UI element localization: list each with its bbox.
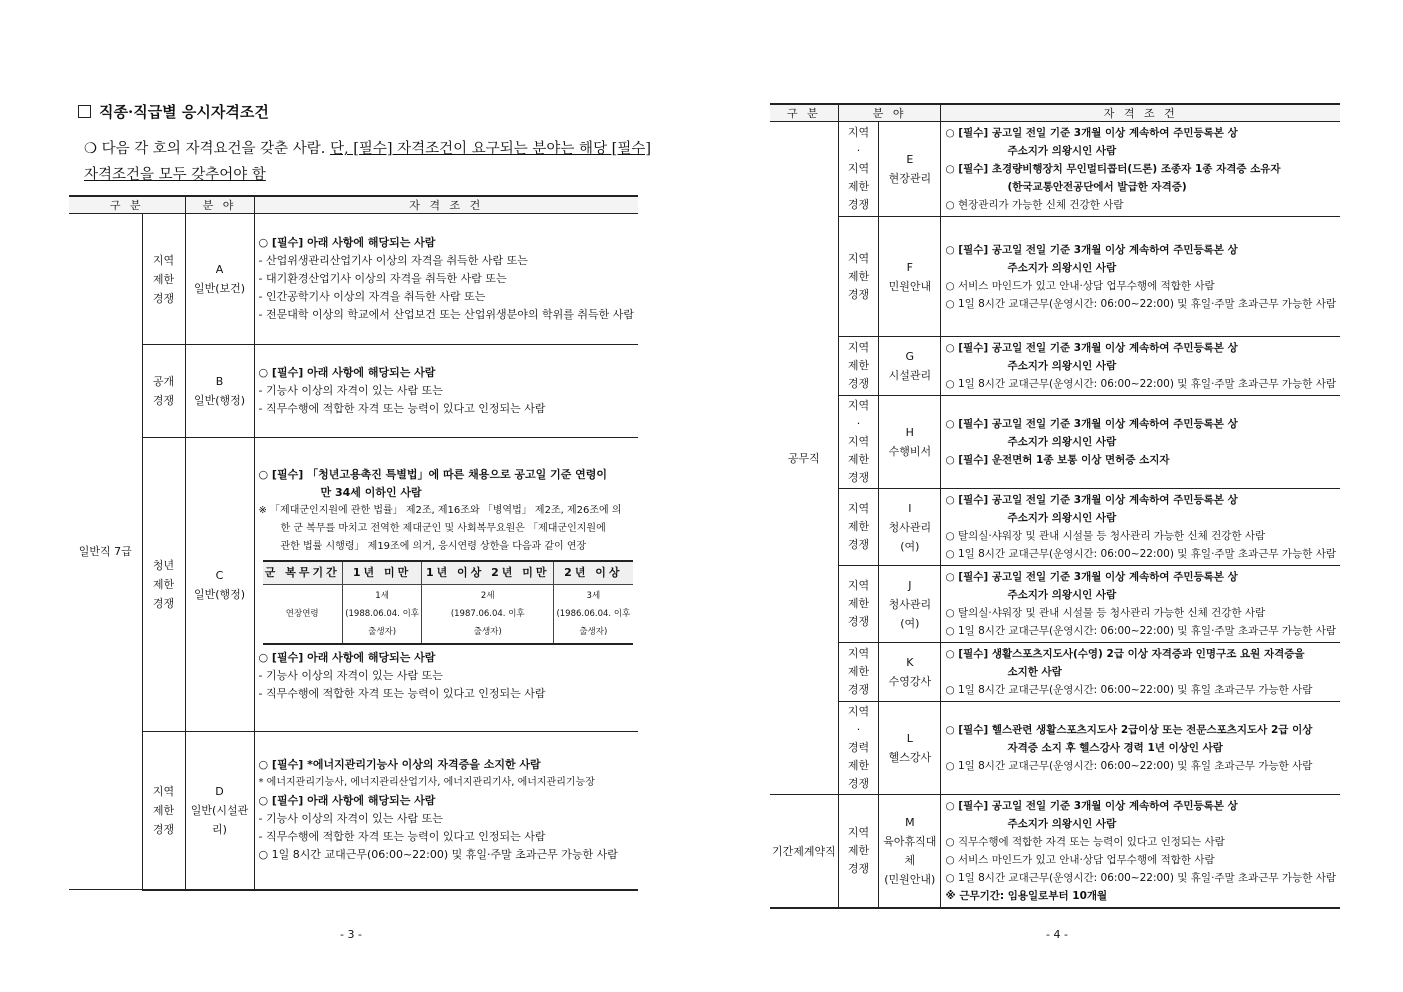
condition-line: ○ 1일 8시간 교대근무(운영시간: 06:00~22:00) 및 휴일·주말 초과근무 가능한 사람 [945,297,1336,310]
table-row [69,214,638,345]
condition-line: 주소지가 의왕시인 사람 [1007,360,1117,372]
section-title: 직종·직급별 응시자격조건 [78,101,269,122]
page-4 [700,0,1403,992]
condition-line: ○ [필수] 헬스관련 생활스포츠지도사 2급이상 또는 전문스포츠지도사 2급 이상 [945,724,1313,736]
field-cell: M 육아휴직대체 (민원안내) [879,795,941,909]
table-row [770,566,1340,643]
condition-cell: ○ [필수] *에너지관리기능사 이상의 자격증을 소지한 사람 * 에너지관리기능사, 에너지관리산업기사, 에너지관리기사, 에너지관리기능장 ○ [필수] 아래 사항에 해당되는 사람 - 기능사 이상의 자격이 있는 사람 또는 - 직무수행에 적합한 자격 또는 능력이 있다고 인정되는 사람 ○ 1일 8시간 교대근무(06:00~22:00) 및 휴일·주말 초과근무 가능한 사람 [254,732,638,890]
type-cell: 지역 제한 경쟁 [838,337,878,396]
table-row [770,217,1340,337]
intro-text: ❍ 다음 각 호의 자격요건을 갖춘 사람. 단, [필수] 자격조건이 요구되는 분야는 해당 [필수] 자격조건을 모두 갖추어야 함 [84,141,652,183]
table-row [770,489,1340,566]
group-cell: 공무직 [770,122,838,795]
condition-line: ○ 1일 8시간 교대근무(운영시간: 06:00~22:00) 및 휴일·주말 초과근무 가능한 사람 [945,378,1336,390]
condition-cell [941,217,1340,337]
condition-cell: ○ [필수] 아래 사항에 해당되는 사람 - 산업위생관리산업기사 이상의 자격을 취득한 사람 또는 - 대기환경산업기사 이상의 자격을 취득한 사람 또는 - 인간공학기사 이상의 자격을 취득한 사람 또는 - 전문대학 이상의 학교에서 산업보건 또는 산업위생분야의 학위를 취득한 사람 [254,214,638,345]
condition-line: 주소지가 의왕시인 사람 [1007,261,1117,274]
condition-line: 주소지가 의왕시인 사람 [1007,436,1117,448]
condition-line: ○ [필수] 공고일 전일 기준 3개월 이상 계속하여 주민등록본 상 [945,494,1238,506]
checkbox-icon [78,105,91,118]
table-row [770,702,1340,795]
condition-line: ○ [필수] 공고일 전일 기준 3개월 이상 계속하여 주민등록본 상 [945,571,1238,583]
type-cell: 지역 제한 경쟁 [838,489,878,566]
type-cell: 지역 제한 경쟁 [142,214,185,345]
condition-line: ○ 1일 8시간 교대근무(운영시간: 06:00~22:00) 및 휴일·주말 초과근무 가능한 사람 [945,872,1336,884]
table-row [69,345,638,438]
condition-cell: ○ [필수] 아래 사항에 해당되는 사람 - 기능사 이상의 자격이 있는 사람 또는 - 직무수행에 적합한 자격 또는 능력이 있다고 인정되는 사람 [254,345,638,438]
condition-cell: ○ [필수] 「청년고용촉진 특별법」에 따른 채용으로 공고일 기준 연령이 만 34세 이하인 사람 ※ 「제대군인지원에 관한 법률」 제2조, 제16조와 「병역법」 제2조, 제26조에 의 한 군 복무를 마치고 전역한 제대군인 및 사회복무요원은 「제대군인지원에 관한 법률 시행령」 제19조에 의거, 응시연령 상한을 다음과 같이 연장 군 복무기간 1년 미만 1년 이상 2년 미만 2년 이상 연장연령 1세 (1988.06.04. 이후 출생자) 2세 (1987.06.04. 이후 출생자) 3세 (1986.06.04. 이후 출생자) ○ [필수] 아래 사항에 해당되는 사람 - 기능사 이상의 자격이 있는 사람 또는 - 직무수행에 적합한 자격 또는 능력이 있다고 인정되는 사람 [254,438,638,732]
condition-line: ○ [필수] 공고일 전일 기준 3개월 이상 계속하여 주민등록본 상 [945,243,1238,256]
condition-line: ○ [필수] 공고일 전일 기준 3개월 이상 계속하여 주민등록본 상 [945,127,1238,139]
field-cell: K 수영강사 [879,643,941,702]
type-cell: 청년 제한 경쟁 [142,438,185,732]
condition-cell [941,337,1340,396]
condition-line: ○ 탈의실·샤워장 및 관내 시설물 등 청사관리 가능한 신체 건강한 사람 [945,530,1266,542]
type-cell: 지역 · 지역 제한 경쟁 [838,396,878,489]
condition-cell [941,643,1340,702]
condition-line: ※ 근무기간: 임용일로부터 10개월 [945,890,1108,902]
condition-line: ○ [필수] 공고일 전일 기준 3개월 이상 계속하여 주민등록본 상 [945,800,1238,812]
type-cell: 지역 제한 경쟁 [142,732,185,890]
field-cell: A 일반(보건) [185,214,254,345]
table-row [770,643,1340,702]
page-3 [0,0,700,992]
table-row [69,438,638,732]
field-cell: J 청사관리(여) [879,566,941,643]
field-cell: B 일반(행정) [185,345,254,438]
field-cell: L 헬스강사 [879,702,941,795]
table-header: 구 분 분 야 자 격 조 건 [69,196,638,214]
qualification-table-p3 [69,195,638,891]
type-cell: 지역 제한 경쟁 [838,795,878,909]
table-row [770,337,1340,396]
condition-line: 주소지가 의왕시인 사람 [1007,589,1117,601]
field-cell: G 시설관리 [879,337,941,396]
condition-line: ○ 1일 8시간 교대근무(운영시간: 06:00~22:00) 및 휴일·주말 초과근무 가능한 사람 [945,625,1336,637]
condition-line: 주소지가 의왕시인 사람 [1007,145,1117,157]
condition-line: ○ 탈의실·샤워장 및 관내 시설물 등 청사관리 가능한 신체 건강한 사람 [945,607,1266,619]
condition-line: 소지한 사람 [1007,666,1062,678]
condition-line: ○ 1일 8시간 교대근무(운영시간: 06:00~22:00) 및 휴일·주말 초과근무 가능한 사람 [945,548,1336,560]
condition-line: 주소지가 의왕시인 사람 [1007,818,1117,830]
page-number: - 3 - [340,928,362,941]
type-cell: 지역 제한 경쟁 [838,217,878,337]
condition-line: ○ 현장관리가 가능한 신체 건강한 사람 [945,199,1124,211]
condition-cell [941,489,1340,566]
table-row [69,732,638,890]
condition-line: ○ [필수] 운전면허 1종 보통 이상 면허증 소지자 [945,454,1170,466]
condition-cell [941,795,1340,909]
condition-line: 자격증 소지 후 헬스강사 경력 1년 이상인 사람 [1007,742,1223,754]
condition-line: ○ 1일 8시간 교대근무(운영시간: 06:00~22:00) 및 휴일 초과근무 가능한 사람 [945,760,1313,772]
condition-line: ○ [필수] 생활스포츠지도사(수영) 2급 이상 자격증과 인명구조 요원 자격증을 [945,648,1305,660]
condition-cell [941,396,1340,489]
condition-line: 주소지가 의왕시인 사람 [1007,512,1117,524]
condition-line: ○ [필수] 공고일 전일 기준 3개월 이상 계속하여 주민등록본 상 [945,418,1238,430]
condition-line: ○ 서비스 마인드가 있고 안내·상담 업무수행에 적합한 사람 [945,279,1215,292]
table-row [770,122,1340,217]
field-cell: D 일반(시설관리) [185,732,254,890]
table-row [770,795,1340,909]
qualification-table-p4 [770,103,1340,909]
page-number: - 4 - [1046,928,1068,941]
condition-line: (한국교통안전공단에서 발급한 자격증) [1007,181,1187,193]
type-cell: 지역 · 지역 제한 경쟁 [838,122,878,217]
field-cell: C 일반(행정) [185,438,254,732]
type-cell: 공개 경쟁 [142,345,185,438]
military-extension-table: 군 복무기간 1년 미만 1년 이상 2년 미만 2년 이상 연장연령 1세 (1988.06.04. 이후 출생자) 2세 (1987.06.04. 이후 출생자) 3세 (1986.06.04. 이후 출생자) [263,560,633,645]
group-cell: 일반직 7급 [69,214,142,890]
table-row [770,396,1340,489]
type-cell: 지역 · 경력 제한 경쟁 [838,702,878,795]
field-cell: E 현장관리 [879,122,941,217]
field-cell: H 수행비서 [879,396,941,489]
condition-line: ○ 직무수행에 적합한 자격 또는 능력이 있다고 인정되는 사람 [945,836,1225,848]
type-cell: 지역 제한 경쟁 [838,566,878,643]
table-header: 구 분 분 야 자 격 조 건 [770,104,1340,122]
condition-line: ○ 서비스 마인드가 있고 안내·상담 업무수행에 적합한 사람 [945,854,1215,866]
condition-line: ○ [필수] 공고일 전일 기준 3개월 이상 계속하여 주민등록본 상 [945,342,1238,354]
field-cell: F 민원안내 [879,217,941,337]
condition-cell [941,566,1340,643]
condition-line: ○ 1일 8시간 교대근무(운영시간: 06:00~22:00) 및 휴일 초과근무 가능한 사람 [945,684,1313,696]
condition-line: ○ [필수] 초경량비행장치 무인멀티콥터(드론) 조종자 1종 자격증 소유자 [945,163,1281,175]
condition-cell [941,122,1340,217]
type-cell: 지역 제한 경쟁 [838,643,878,702]
condition-cell [941,702,1340,795]
group-cell: 기간제계약직 [770,795,838,909]
field-cell: I 청사관리(여) [879,489,941,566]
